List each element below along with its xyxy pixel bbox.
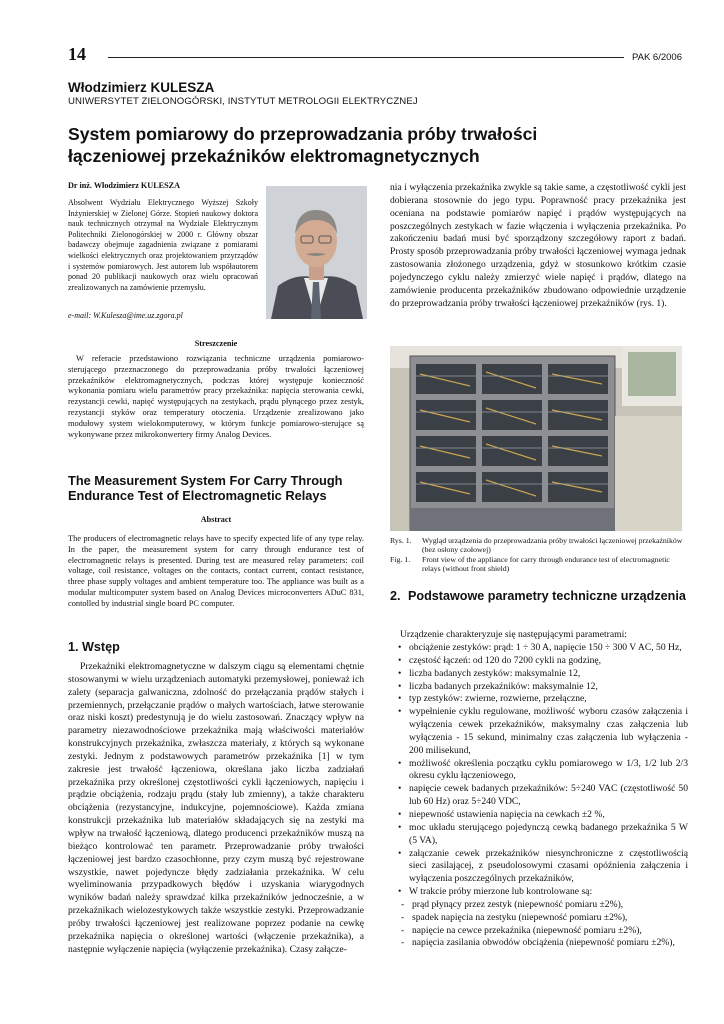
- list-item: • załączanie cewek przekaźników niesynchroniczne z częstotliwością sieci zasilającej, z pseudolosowymi czasami opóźnienia załączenia i wyłączenia poszczególnych przekaźników,: [398, 847, 688, 885]
- abstract-text: The producers of electromagnetic relays have to specify expected life of any type relay. In the paper, the measurement system for carry through endurance test of electromagnetic relays is presented. During test are measured relay parameters: coil voltage, coil resistance, voltages on the contacts, contact current, contact resistance, three phase supply voltages and ambient temperature too. The appliance was built as a modular multicomputer system based on Analog Devices microconverters ADuC 831, contolled by industrial single board PC computer.: [68, 534, 364, 608]
- caption-pl: [390, 536, 686, 555]
- abstract-heading: Abstract: [200, 515, 232, 524]
- caption-en-text: Front view of the appliance for carry through endurance test of electromagnetic relays (without front shield): [422, 554, 670, 574]
- affiliation: UNIWERSYTET ZIELONOGÓRSKI, INSTYTUT METROLOGII ELEKTRYCZNEJ: [68, 96, 418, 107]
- list-subitem: - napięcia zasilania obwodów obciążenia (niepewność pomiaru ±2%),: [401, 937, 675, 949]
- paper-title: System pomiarowy do przeprowadzania próby trwałości łączeniowej przekaźników elektromagnetycznych: [68, 124, 538, 166]
- list-item: • niepewność ustawienia napięcia na cewkach ±2 %,: [398, 808, 605, 820]
- list-item: • wypełnienie cyklu regulowane, możliwość wyboru czasów załączenia i wyłączenia cewek przekaźników, maksymalny czas załączenia lub wyłączenia - 15 sekund, minimalny czas załączenia lub wyłączenia - 200 milisekund,: [398, 706, 688, 756]
- list-item: • częstość łączeń: od 120 do 7200 cykli na godzinę,: [398, 654, 602, 666]
- streszczenie-text: W referacie przedstawiono rozwiązania techniczne urządzenia pomiarowo-sterującego przeznaczonego do przeprowadzania próby trwałości łączeniowej przekaźników elektromagnetycznych, podczas której występuje konieczność wykonania pomiaru wielu parametrów pracy przekaźnika: napięcia sterowania cewki, rezystancji cewki, napięć występujących na zestykach, prądu płynącego przez zestyk, rezystancji styków oraz temperatury otoczenia. Urządzenie zrealizowano jako modułowy system wielokomputerowy, w którym funkcje pomiarowo-sterujące są wykonywane przez mikrokonwertery firmy Analog Devices.: [68, 354, 364, 439]
- section1-text: Przekaźniki elektromagnetyczne w dalszym ciągu są elementami chętnie stosowanymi w wielu urządzeniach automatyki przemysłowej, ponieważ ich zalety (separacja galwaniczna, zdolność do przełączania prądów stałych i przemiennych, przełączanie prądów o małych wartościach, łatwe sterowanie oraz niski koszt) predestynują je do wielu zastosowań. Znaczący wpływ na parametry niezawodnościowe przekaźnika mają właściwości materiałów konstrukcyjnych przekaźnika, zwłaszcza materiały, z których są wykonane zestyki. Jednym z podstawowych parametrów przekaźnika [1] w tym zakresie jest trwałość łączeniowa, określana jako liczba zadziałań przekaźnika przy określonej częstotliwości cykli łączeniowych, napięciu i prądzie obciążenia, rodzaju prądu (stały lub zmienny), a także charakteru obciążenia (rezystancyjne, indukcyjne, pojemnościowe). Każda zmiana konstrukcji przekaźnika lub materiałów składających się na zestyki ma wpływ na trwałość łączeniową, dlatego producenci przekaźników muszą na bieżąco kontrolować ten parametr. Przeprowadzanie próby trwałości łączeniowej jest bardzo czasochłonne, przy czym muszą być rejestrowane wszystkie, nawet pojedyncze błędy zadziałania przekaźnika. W celu wyeliminowania przypadkowych błędów i uzyskania wiarygodnych wyników badań należy sprawdzać kilka przekaźników jednocześnie, a w przekaźnikach wielozestykowych także wszystkie zestyki. Przeprowadzanie próby trwałości łączeniowej jest realizowane poprzez podanie na cewkę przekaźnika napięcia o określonej wartości (włączenie przekaźnika), a następnie wyłączenie napięcia (wyłączenie przekaźnika). Czasy załącze-: [68, 661, 364, 955]
- journal-issue: PAK 6/2006: [631, 52, 682, 63]
- section2-title: Podstawowe parametry techniczne urządzenia: [408, 589, 686, 603]
- list-subitem: - napięcie na cewce przekaźnika (niepewność pomiaru ±2%),: [401, 924, 642, 936]
- section2-heading: [390, 588, 686, 604]
- caption-pl-label: Rys. 1.: [390, 536, 412, 545]
- section1-heading: 1. Wstęp: [68, 640, 120, 654]
- figure-caption: [390, 536, 686, 574]
- caption-en: [390, 555, 686, 574]
- streszczenie-heading: Streszczenie: [194, 339, 238, 348]
- list-subitem: - spadek napięcia na zestyku (niepewność pomiaru ±2%),: [401, 911, 628, 923]
- section2-number: 2.: [390, 589, 401, 603]
- caption-en-label: Fig. 1.: [390, 554, 411, 564]
- list-item: • liczba badanych zestyków: maksymalnie 12,: [398, 667, 581, 679]
- list-item: • obciążenie zestyków: prąd: 1 ÷ 30 A, napięcie 150 ÷ 300 V AC, 50 Hz,: [398, 642, 682, 653]
- list-subitem: - prąd płynący przez zestyk (niepewność pomiaru ±2%),: [401, 898, 624, 910]
- header-rule: [108, 57, 624, 58]
- parameters-list: [398, 642, 688, 950]
- bio-text: Absolwent Wydziału Elektrycznego Wyższej Szkoły Inżynierskiej w Zielonej Górze. Stopień naukowy doktora nauk technicznych otrzymał na Wydziale Elektrycznym Politechniki Zielonogórskiej w 2000 r. Główny obszar badawczy obejmuje zagadnienia związane z pomiarami wielkości elektrycznych oraz projektowaniem przyrządów i systemów pomiarowych. Jest autorem lub współautorem ponad 20 publikacji naukowych oraz wielu opracowań zrealizowanych na zamówienie przemysłu.: [68, 198, 258, 292]
- caption-pl-text: Wygląd urządzenia do przeprowadzania próby trwałości łączeniowej przekaźników (bez osłony czołowej): [422, 536, 683, 555]
- list-item: • możliwość określenia początku cyklu pomiarowego w 1/3, 1/2 lub 2/3 okresu cyklu łączeniowego,: [398, 757, 688, 782]
- bio-name: Dr inż. Włodzimierz KULESZA: [68, 181, 181, 190]
- section2-intro: Urządzenie charakteryzuje się następującymi parametrami:: [400, 629, 627, 640]
- list-item: • typ zestyków: zwierne, rozwierne, przełączne,: [398, 693, 587, 705]
- right-intro-text: nia i wyłączenia przekaźnika zwykle są takie same, a częstotliwość cykli jest dobierana stosownie do jego typu. Poprawność pracy przekaźnika jest oceniana na podstawie pomiarów napięć i prądów występujących na poszczególnych zestykach w fazie włączenia i wyłączenia przekaźnika. Po zakończeniu badań musi być sporządzony szczegółowy raport z badań. Prosty sposób przeprowadzania próby trwałości łączeniowej wymaga jednak zastosowania złożonego urządzenia, gdyż w stosunkowo krótkim czasie pojedynczego cyklu należy zmierzyć wiele napięć i prądów, dlatego na zamówienie producenta przekaźników zbudowano odpowiednie urządzenie do przeprowadzania próby trwałości łączeniowej przekaźników (rys. 1).: [390, 182, 686, 309]
- list-item: • moc układu sterującego pojedynczą cewką badanego przekaźnika 5 W (5 VA),: [398, 821, 688, 846]
- list-item: • W trakcie próby mierzone lub kontrolowane są:: [398, 886, 593, 898]
- list-item: • napięcie cewek badanych przekaźników: 5÷240 VAC (częstotliwość 50 lub 60 Hz) oraz 5÷240 VDC,: [398, 783, 688, 808]
- list-subitem: [398, 899, 688, 950]
- list-item: • liczba badanych przekaźników: maksymalnie 12,: [398, 680, 598, 692]
- author-photo: [266, 186, 367, 319]
- author-name: Włodzimierz KULESZA: [68, 80, 215, 95]
- figure-photo: [390, 346, 682, 531]
- page-number: 14: [68, 44, 86, 64]
- english-title: The Measurement System For Carry Through Endurance Test of Electromagnetic Relays: [68, 473, 343, 503]
- author-email: e-mail: W.Kulesza@ime.uz.zgora.pl: [68, 311, 183, 320]
